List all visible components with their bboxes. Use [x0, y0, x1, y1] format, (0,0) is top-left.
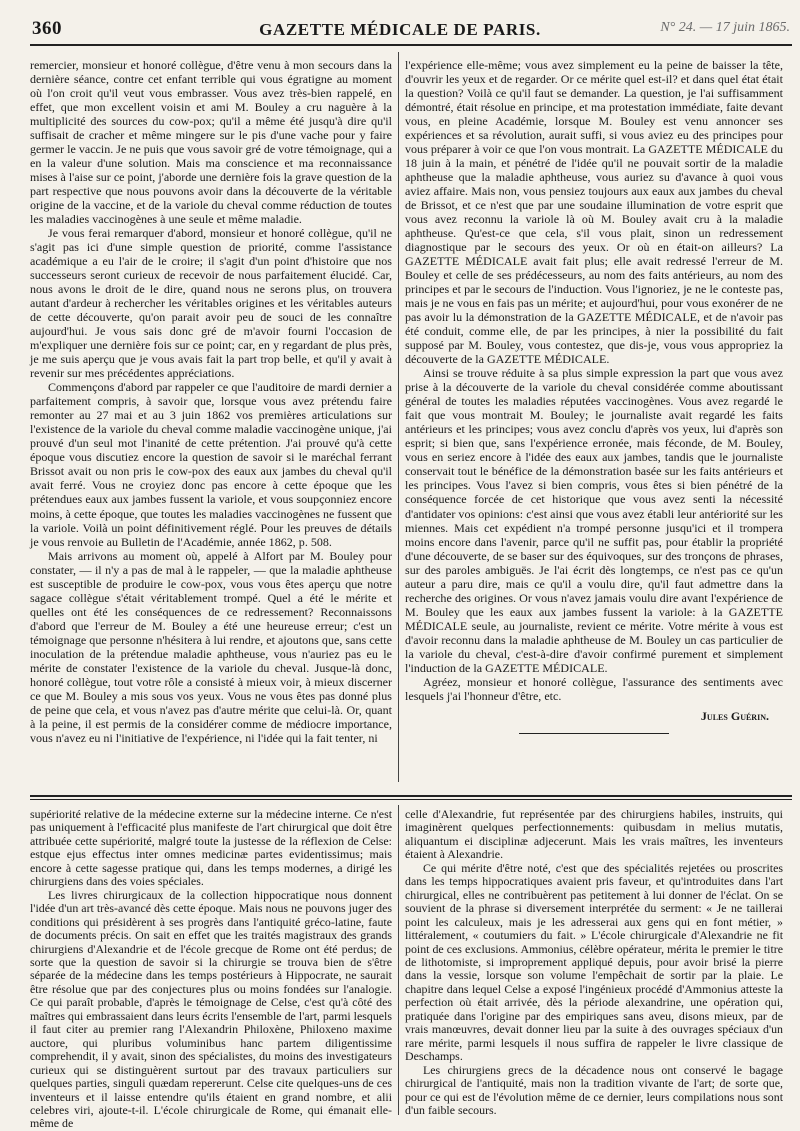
journal-title: GAZETTE MÉDICALE DE PARIS. — [259, 20, 541, 39]
column-divider — [398, 52, 399, 782]
paragraph: Je vous ferai remarquer d'abord, monsieur et honoré collègue, qu'il ne s'agit pas ici d'une simple question de priorité, comme l'assistance académique a eu l'air de le croire; il s'agit d'un point d'histoire que nos successeurs seront curieux de recevoir de nous parfaitement élucidé. Car, nous avons le droit de le dire, quand nous ne serons plus, on trouvera autant d'ardeur à rechercher les véritables origines et les véritables auteurs de cette découverte, qu'on parait avoir peu de souci de les connaître aujourd'hui. Je vous sais donc gré de m'avoir fourni l'occasion de m'expliquer une dernière fois sur ce point; car, en y regardant de plus près, je me suis aperçu que je vous avais fait la part trop belle, et qu'il y avait à revenir sur mes précédentes appréciations. — [30, 226, 392, 381]
paragraph: supériorité relative de la médecine externe sur la médecine interne. Ce n'est pas uniquement à l'efficacité plus manifeste de l'art chirurgical que doit être attribuée cette supériorité, malgré toute la justesse de la réflexion de Celse: estque ejus effectus inter omnes medicinæ partes evidentissimus; mais encore à cette sagesse pratique qui, dans les temps modernes, a dirigé les chirurgiens dans des voies spéciales. — [30, 807, 392, 889]
feuilleton-rule-thin — [30, 799, 792, 800]
letter-column-left — [30, 58, 392, 745]
paragraph: remercier, monsieur et honoré collègue, d'être venu à mon secours dans la dernière séance, contre cet enfant terrible qui vous égratigne au moment où l'on croit qu'il veut vous embrasser. Vous avez très-bien rappelé, en effet, que mon excellent voisin et ami M. Bouley a cru naguère à la multiplicité des sources du cow-pox; qu'il a même été jusqu'à dire qu'il suffisait de cracher et même mingere sur le pis d'une vache pour y faire germer le vaccin. Je ne puis que vous savoir gré de votre témoignage, qui a en la valeur d'une solution. Mais ma conscience et ma reconnaissance mises à l'aise sur ce point, j'aborde une dernière fois la grave question de la part respective que nous pouvons avoir dans la découverte de la véritable origine de la vaccine, et de la variole du cheval comme réduction de toutes les maladies vaccinogènes à une seule et même maladie. — [30, 58, 392, 227]
paragraph: Commençons d'abord par rappeler ce que l'auditoire de mardi dernier a parfaitement compris, à savoir que, lorsque vous avez prétendu faire remonter au 27 mai et au 3 juin 1862 vos premières articulations sur l'existence de la variole du cheval comme maladie vaccinogène unique, j'ai prouvé d'un seul mot l'inanité de cette prétention. J'ai prouvé qu'à cette époque vous discutiez encore la question de savoir si le maréchal ferrant Brissot avait ou non pris le cow-pox des eaux aux jambes du cheval qu'il avait ferré. Vous ne croyiez donc pas encore à cette époque que les prétendues eaux aux jambes fussent la variole, et vous soupçonniez encore moins, à cette époque, que toutes les maladies vaccinogènes ne fussent que la variole. Voilà un point définitivement réglé. Pour les preuves de détails je vous renvoie au Bulletin de l'Académie, année 1862, p. 508. — [30, 380, 392, 549]
feuilleton-rule — [30, 795, 792, 797]
page-number: 360 — [32, 18, 62, 39]
feuilleton-column-left — [30, 808, 392, 1131]
letter-column-right — [405, 58, 783, 734]
paragraph: Les livres chirurgicaux de la collection hippocratique nous donnent l'idée d'un art très-avancé dès cette époque. Mais nous ne pouvons juger des conditions qui présidèrent à ses progrès dans l'antiquité gréco-latine, faute de documents précis. On sait en effet que les traités magistraux des grands chirurgiens d'Alexandrie et de l'école grecque de Rome ont été perdus; de sorte que la question de savoir si la chirurgie se trouva bien de s'être séparée de la médecine dans les temps postérieurs à Hippocrate, ne saurait être résolue que par des conjectures plus ou moins fondées sur l'analogie. Ce qui paraît probable, d'après le témoignage de Celse, c'est qu'à côté des maîtres qui embrassaient dans leurs écrits l'ensemble de l'art, parmi lesquels il faut citer au premier rang l'Alexandrin Philoxène, Philoxeno maxime auctore, qui pluribus voluminibus hanc partem diligentissime comprehendit, il y avait, sinon des spécialistes, du moins des investigateurs curieux qui se distinguèrent surtout par des travaux particuliers sur quelques parties, singuli quædam repererunt. Celse cite quelques-uns de ces inventeurs et il laisse entendre qu'ils étaient en grand nombre, et alii celebres viri, ajoute-t-il. L'école chirurgicale de Rome, qui émanait elle-même de — [30, 887, 392, 1131]
paragraph: Mais arrivons au moment où, appelé à Alfort par M. Bouley pour constater, — il n'y a pas de mal à le rappeler, — que la maladie aphtheuse est susceptible de produire le cow-pox, vous vous êtes aperçu que notre sagace collègue s'était véritablement trompé. Quel a été le mérite et quelles ont été les conséquences de ce redressement? Reconnaissons d'abord que l'erreur de M. Bouley a été une heureuse erreur; c'est un témoignage que personne n'hésitera à lui rendre, et ajoutons que, sans cette inoculation de la prétendue maladie aphtheuse, vous n'auriez pas eu le mérite de constater l'existence de la variole du cheval. Jusque-là donc, honoré collègue, tout votre rôle a consisté à mieux voir, à mieux discerner ce que M. Bouley a mis sous vos yeux. Vous ne vous êtes pas donné plus de peine que cela, et vous n'avez pas d'autre mérite que celui-là. Or, quant à la peine, il est permis de la considérer comme de médiocre importance, vous n'avez eu ni l'initiative de l'expérience, ni l'idée qui la fait tenter, ni — [30, 548, 392, 745]
paragraph: celle d'Alexandrie, fut représentée par des chirurgiens habiles, instruits, qui imaginèrent quelques perfectionnements: quibusdam in melius mutatis, aliquantum ei disciplinæ adjecerunt. Mais les vrais maîtres, les inventeurs étaient à Alexandrie. — [405, 807, 783, 862]
end-rule — [519, 733, 669, 734]
page-header — [0, 0, 800, 48]
feuilleton-column-right — [405, 808, 783, 1117]
issue-date: N° 24. — 17 juin 1865. — [660, 20, 790, 35]
paragraph: l'expérience elle-même; vous avez simplement eu la peine de baisser la tête, d'ouvrir les yeux et de regarder. Or ce mérite quel est-il? et dans quel état était la question? Voilà ce qu'il faut se demander. La question, je l'ai suffisamment démontré, était résolue en principe, et ma protestation immédiate, faite devant vous, en pleine Académie, lorsque M. Bouley est venu annoncer ses expériences et sa révolution, aurait suffi, si vous aviez eu des principes pour vous préparer à voir ce que l'on vous montrait. La GAZETTE MÉDICALE du 18 juin à la main, et pénétré de l'idée qu'il ne pouvait sortir de la maladie aphtheuse que la maladie aphtheuse, vous auriez su d'avance à quoi vous aviez affaire. Mais non, vous pensiez toujours aux eaux aux jambes du cheval de Brissot, et ce n'est que par une soudaine illumination de votre esprit que vous avez reconnu la variole là où M. Bouley avait cru à la maladie aphtheuse. Qu'est-ce que cela, s'il vous plait, sinon un redressement diagnostique par le secours des yeux. Or où en était-on ailleurs? La GAZETTE MÉDICALE avait fait plus; elle avait redressé l'erreur de M. Bouley et celle de ses prédécesseurs, au nom des faits antérieurs, au nom des principes et par le secours de l'induction. Vous l'ignoriez, je ne le conteste pas, mais je ne vous en fais pas un mérite; et aujourd'hui, pour vous exonérer de ne pas avoir lu la démonstration de la GAZETTE MÉDICALE, et de n'avoir pas été conduit, comme elle, de par les principes, à nier la possibilité du fait supposé par M. Bouley, vous contestez, que dis-je, vous vous appropriez la découverte de la GAZETTE MÉDICALE. — [405, 58, 783, 367]
feuilleton-divider — [398, 805, 399, 1115]
signature: Jules Guérin. — [700, 708, 769, 723]
header-rule — [30, 44, 792, 46]
paragraph: Ainsi se trouve réduite à sa plus simple expression la part que vous avez prise à la découverte de la variole du cheval considérée comme aboutissant général de toutes les maladies réputées vaccinogènes. Vous avez regardé le fait que vous montrait M. Bouley; le journaliste avait regardé les faits antérieurs et les principes; vous avez conclu d'après vos yeux, lui d'après son esprit; si bien que, sans l'expérience erronée, mais féconde, de M. Bouley, vous en seriez encore à l'idée des eaux aux jambes, tandis que le journaliste conservait tout le bénéfice de la démonstration basée sur les faits antérieurs et les principes. Vous l'avez si bien compris, vous êtes si bien pénétré de la conséquence forcée de cet historique que vous avez senti la nécessité d'antidater vos opinions: c'est ainsi que vous avez établi leur antériorité sur les miennes. Mais cet expédient n'a trompé personne jusqu'ici et il trompera moins encore dans l'avenir, parce qu'il ne suffit pas, pour établir la propriété d'une découverte, de se baser sur des équivoques, sur des tronçons de phrases, sur des paroles ambiguës. Je l'ai écrit dès longtemps, ce n'est pas ce qu'un auteur a paru dire, mais ce qu'il a voulu dire, qu'il faut admettre dans la recherche des origines. Or vous n'avez jamais voulu dire avant l'expérience de M. Bouley que les eaux aux jambes fussent la variole: à la GAZETTE MÉDICALE seule, au journaliste, revient ce mérite. Votre mérite à vous est d'avoir reconnu dans la maladie aphtheuse de M. Bouley un cas particulier de la variole du cheval, c'est-à-dire d'avoir confirmé purement et simplement l'induction de la GAZETTE MÉDICALE. — [405, 366, 783, 675]
paragraph: Agréez, monsieur et honoré collègue, l'assurance des sentiments avec lesquels j'ai l'honneur d'être, etc. — [405, 674, 783, 703]
paragraph: Ce qui mérite d'être noté, c'est que des spécialités rejetées ou proscrites dans les temps hippocratiques avaient pris faveur, et qu'introduites dans l'art chirurgical, elles ne contribuèrent pas petitement à lui donner de l'éclat. On se souvient de la phrase si diversement interprétée du serment: « Je ne taillerai point les calculeux, mais je les adresserai aux gens qui en font métier, » littéralement, « coutumiers du fait. » L'école chirurgicale d'Alexandrie ne fit point de ces exclusions. Ammonius, célèbre opérateur, mérita le premier le titre de lithotomiste, si improprement appliqué depuis, pour avoir brisé la pierre dans la vessie, lorsque son volume l'empêchait de sortir par la plaie. Le chapitre dans lequel Celse a exposé l'ingénieux procédé d'Ammonius atteste la perfection où était arrivée, dès la période alexandrine, une opération qui, pratiquée dans l'origine par des empiriques sans aveu, disons mieux, par de vrais manœuvres, devait donner lieu par la suite à des ouvrages spéciaux d'un rare mérite, parmi lesquels il nous suffira de rappeler le livre classique de Deschamps. — [405, 860, 783, 1064]
paragraph: Les chirurgiens grecs de la décadence nous ont conservé le bagage chirurgical de l'antiquité, mais non la tradition vivante de l'art; de sorte que, pour ce qui est de l'évolution même de ce dernier, leurs compilations nous sont d'un faible secours. — [405, 1062, 783, 1117]
